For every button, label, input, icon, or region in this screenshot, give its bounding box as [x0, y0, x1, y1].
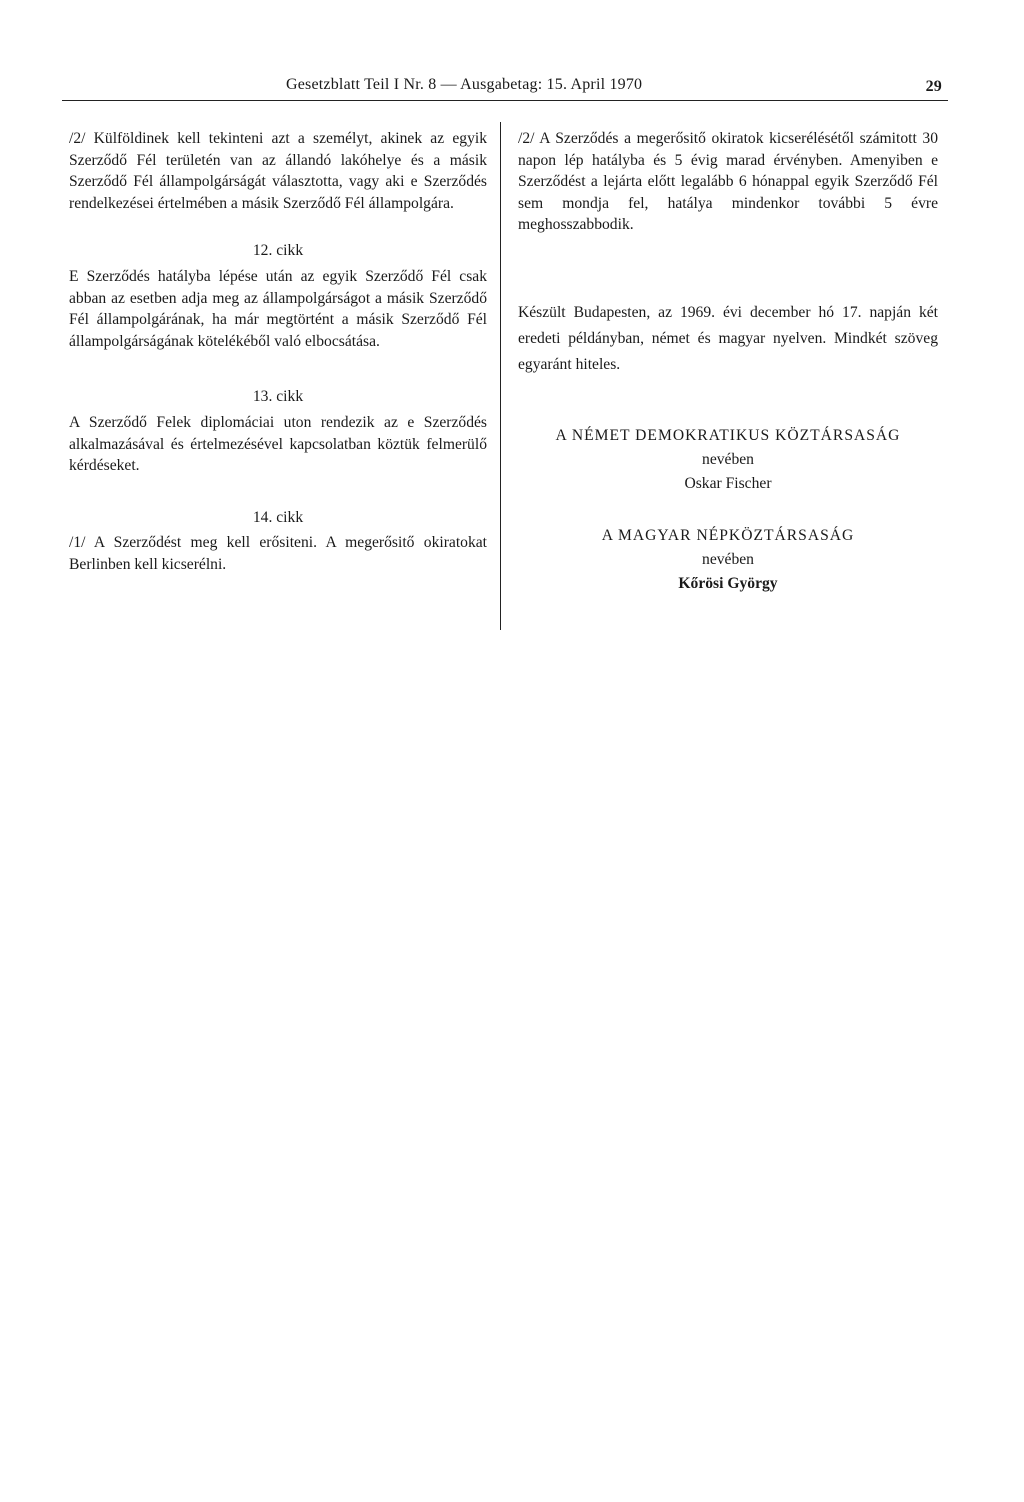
column-divider	[500, 122, 501, 630]
done-at-clause: Készült Budapesten, az 1969. évi december hó 17. napján két eredeti példányban, német és magyar nyelven. Mindkét szöveg egyaránt hiteles.	[518, 303, 938, 373]
signatory-on-behalf: nevében	[702, 450, 754, 468]
article-12-heading: 12. cikk	[252, 242, 304, 260]
left-column	[69, 128, 487, 576]
signatory-country: A MAGYAR NÉPKÖZTÁRSASÁG	[601, 526, 855, 544]
signatory-country: A NÉMET DEMOKRATIKUS KÖZTÁRSASÁG	[555, 426, 901, 444]
signatory-name: Oskar Fischer	[684, 474, 772, 492]
header-title: Gesetzblatt Teil I Nr. 8 — Ausgabetag: 15. April 1970	[286, 76, 643, 93]
signatory-name: Kőrösi György	[678, 574, 778, 592]
right-column	[518, 128, 938, 596]
signature-block-gdr	[518, 424, 938, 496]
article-13-heading: 13. cikk	[252, 388, 304, 406]
article-14-heading: 14. cikk	[252, 508, 304, 526]
article-12-text: E Szerződés hatályba lépése után az egyik Szerződő Fél csak abban az esetben adja meg az állampolgárságot a másik Szerződő Fél állampolgárának, ha már megtörtént a másik Szerződő Fél állampolgárságának kötelékéből való elbocsátása.	[69, 267, 487, 350]
page-number: 29	[925, 78, 942, 95]
paragraph-2-left: /2/ Külföldinek kell tekinteni azt a személyt, akinek az egyik Szerződő Fél területén van az állandó lakóhelye és a másik Szerződő Fél állampolgárságát választotta, vagy aki e Szerződés rendelkezései értelmében a másik Szerződő Fél állampolgára.	[69, 130, 487, 212]
article-14-text: /1/ A Szerződést meg kell erősiteni. A megerősitő okiratokat Berlinben kell kicserélni.	[69, 534, 487, 573]
header-rule	[62, 100, 948, 101]
article-13-text: A Szerződő Felek diplomáciai uton rendezik az e Szerződés alkalmazásával és értelmezésével kapcsolatban köztük felmerülő kérdéseket.	[69, 413, 487, 475]
signature-block-hungary	[518, 524, 938, 596]
signatory-on-behalf: nevében	[702, 550, 754, 568]
paragraph-2-right: /2/ A Szerződés a megerősitő okiratok kicserélésétől számitott 30 napon lép hatályba és 5 évig marad érvényben. Amenyiben e Szerződést a lejárta előtt legalább 6 hónappal egyik Szerződő Fél sem mondja fel, hatálya mindenkor további 5 évre meghosszabbodik.	[518, 130, 938, 234]
